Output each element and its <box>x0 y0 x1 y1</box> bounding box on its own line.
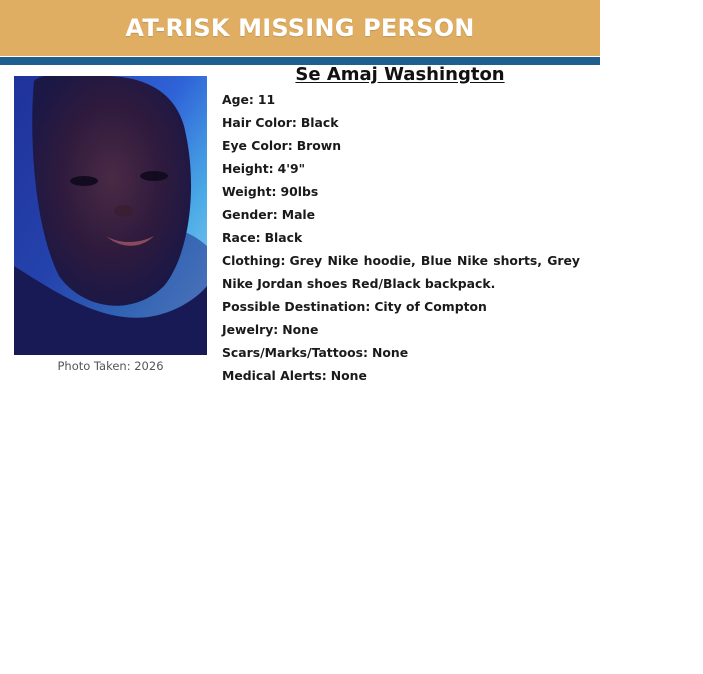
detail-value: Brown <box>296 138 342 153</box>
detail-possible-destination <box>222 295 580 318</box>
detail-weight <box>222 180 580 203</box>
detail-hair-color <box>222 111 580 134</box>
detail-label: Scars/Marks/Tattoos: <box>222 345 369 360</box>
details-list <box>222 88 580 387</box>
detail-medical-alerts <box>222 364 580 387</box>
detail-label: Eye Color: <box>222 138 293 153</box>
detail-value: 90lbs <box>280 184 319 199</box>
detail-label: Age: <box>222 92 254 107</box>
detail-label: Possible Destination: <box>222 299 371 314</box>
detail-value: None <box>282 322 319 337</box>
detail-value: Grey Nike hoodie, Blue Nike shorts, Grey Nike Jordan shoes Red/Black backpack. <box>222 253 580 291</box>
person-name: Se Amaj Washington <box>295 64 505 85</box>
photo-caption: Photo Taken: 2026 <box>57 359 164 373</box>
detail-value: Male <box>281 207 316 222</box>
detail-value: 11 <box>257 92 276 107</box>
detail-label: Jewelry: <box>222 322 279 337</box>
detail-value: 4'9" <box>277 161 306 176</box>
detail-jewelry <box>222 318 580 341</box>
banner-title: AT-RISK MISSING PERSON <box>125 14 475 42</box>
detail-value: None <box>330 368 367 383</box>
detail-height <box>222 157 580 180</box>
detail-clothing <box>222 249 580 295</box>
detail-eye-color <box>222 134 580 157</box>
detail-value: Black <box>264 230 303 245</box>
detail-value: City of Compton <box>374 299 487 314</box>
person-photo <box>14 76 207 355</box>
detail-age <box>222 88 580 111</box>
detail-label: Weight: <box>222 184 277 199</box>
detail-label: Medical Alerts: <box>222 368 327 383</box>
detail-label: Height: <box>222 161 274 176</box>
detail-label: Hair Color: <box>222 115 297 130</box>
detail-value: Black <box>300 115 339 130</box>
header-banner <box>0 0 600 56</box>
detail-race <box>222 226 580 249</box>
detail-gender <box>222 203 580 226</box>
detail-label: Clothing: <box>222 253 286 268</box>
detail-value: None <box>372 345 409 360</box>
detail-label: Gender: <box>222 207 278 222</box>
detail-label: Race: <box>222 230 261 245</box>
detail-scars-marks-tattoos <box>222 341 580 364</box>
